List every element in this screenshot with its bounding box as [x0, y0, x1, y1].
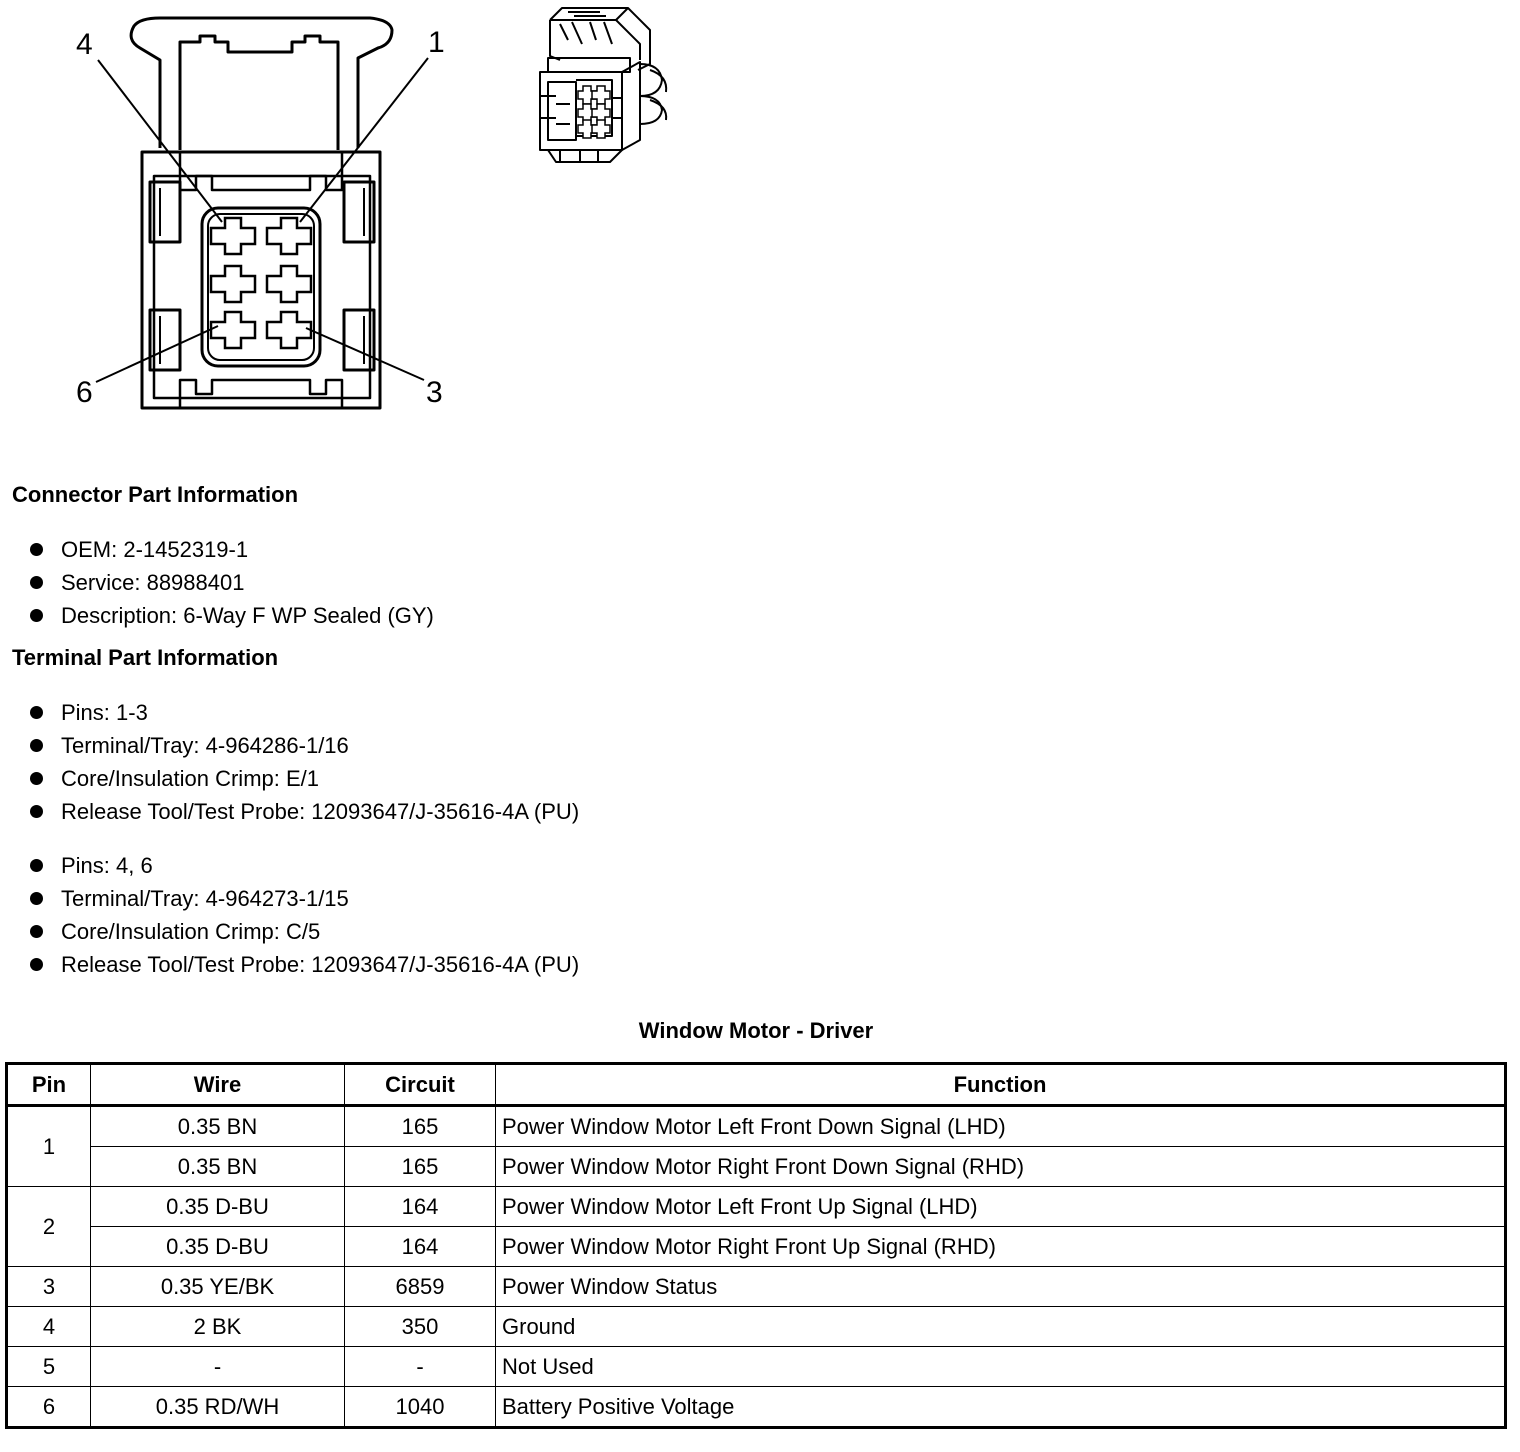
connector-diagram — [0, 0, 700, 440]
pin-cell: 1 — [7, 1106, 91, 1187]
list-item-text: Description: 6-Way F WP Sealed (GY) — [61, 603, 434, 628]
list-item-text: Release Tool/Test Probe: 12093647/J-35616-4A (PU) — [61, 952, 580, 977]
function-cell: Power Window Status — [496, 1267, 1506, 1307]
table-row — [7, 1307, 1506, 1347]
list-item-text: Terminal/Tray: 4-964273-1/15 — [61, 886, 349, 911]
list-item — [30, 599, 434, 632]
connector-part-info-list — [30, 533, 434, 632]
circuit-cell: 164 — [345, 1227, 496, 1267]
cavity-5 — [211, 266, 255, 302]
pin-cell: 4 — [7, 1307, 91, 1347]
bullet-icon — [30, 706, 43, 719]
function-cell: Not Used — [496, 1347, 1506, 1387]
list-item-text: Pins: 1-3 — [61, 700, 148, 725]
bullet-icon — [30, 805, 43, 818]
table-row — [7, 1187, 1506, 1227]
circuit-cell: 164 — [345, 1187, 496, 1227]
circuit-cell: 350 — [345, 1307, 496, 1347]
wire-cell: - — [91, 1347, 345, 1387]
function-cell: Ground — [496, 1307, 1506, 1347]
pin-label-4: 4 — [76, 28, 93, 61]
bullet-icon — [30, 609, 43, 622]
circuit-cell: 6859 — [345, 1267, 496, 1307]
function-cell: Power Window Motor Left Front Down Signal (LHD) — [496, 1106, 1506, 1147]
table-row — [7, 1227, 1506, 1267]
pin-cell: 5 — [7, 1347, 91, 1387]
pin-label-3: 3 — [426, 376, 443, 409]
function-cell: Power Window Motor Left Front Up Signal (LHD) — [496, 1187, 1506, 1227]
connector-latch — [131, 18, 392, 148]
bullet-icon — [30, 925, 43, 938]
wire-cell: 0.35 BN — [91, 1106, 345, 1147]
list-item — [30, 762, 579, 795]
function-cell: Battery Positive Voltage — [496, 1387, 1506, 1428]
list-item-text: OEM: 2-1452319-1 — [61, 537, 249, 562]
pinout-table — [5, 1062, 1507, 1429]
column-header-pin: Pin — [7, 1064, 91, 1106]
circuit-cell: 165 — [345, 1106, 496, 1147]
list-item-text: Pins: 4, 6 — [61, 853, 153, 878]
pin-label-6: 6 — [76, 376, 93, 409]
column-header-function: Function — [496, 1064, 1506, 1106]
list-item-text: Core/Insulation Crimp: C/5 — [61, 919, 321, 944]
bullet-icon — [30, 576, 43, 589]
circuit-cell: 165 — [345, 1147, 496, 1187]
table-row — [7, 1106, 1506, 1147]
function-cell: Power Window Motor Right Front Down Signal (RHD) — [496, 1147, 1506, 1187]
column-header-wire: Wire — [91, 1064, 345, 1106]
terminal-group-2-list — [30, 849, 579, 981]
connector-illustration — [540, 8, 666, 162]
pin-cell: 3 — [7, 1267, 91, 1307]
wire-cell: 0.35 RD/WH — [91, 1387, 345, 1428]
bullet-icon — [30, 543, 43, 556]
leader-line-6 — [96, 326, 218, 382]
function-cell: Power Window Motor Right Front Up Signal (RHD) — [496, 1227, 1506, 1267]
list-item — [30, 948, 579, 981]
list-item — [30, 882, 579, 915]
list-item — [30, 915, 579, 948]
wire-cell: 0.35 YE/BK — [91, 1267, 345, 1307]
circuit-cell: - — [345, 1347, 496, 1387]
list-item — [30, 795, 579, 828]
wire-cell: 0.35 D-BU — [91, 1227, 345, 1267]
list-item — [30, 849, 579, 882]
list-item — [30, 566, 434, 599]
terminal-part-info-heading: Terminal Part Information — [12, 645, 279, 670]
list-item-text: Core/Insulation Crimp: E/1 — [61, 766, 319, 791]
cavity-3 — [267, 312, 311, 348]
pin-label-1: 1 — [428, 26, 445, 59]
list-item — [30, 696, 579, 729]
circuit-cell: 1040 — [345, 1387, 496, 1428]
bullet-icon — [30, 892, 43, 905]
wire-cell: 2 BK — [91, 1307, 345, 1347]
list-item — [30, 533, 434, 566]
bullet-icon — [30, 772, 43, 785]
bullet-icon — [30, 739, 43, 752]
illustration-cavities — [578, 86, 610, 138]
table-row — [7, 1347, 1506, 1387]
wire-cell: 0.35 D-BU — [91, 1187, 345, 1227]
connector-part-info-heading: Connector Part Information — [12, 482, 299, 507]
pin-cell: 6 — [7, 1387, 91, 1428]
list-item-text: Terminal/Tray: 4-964286-1/16 — [61, 733, 349, 758]
cavity-6 — [211, 312, 255, 348]
bullet-icon — [30, 958, 43, 971]
list-item — [30, 729, 579, 762]
list-item-text: Release Tool/Test Probe: 12093647/J-35616-4A (PU) — [61, 799, 580, 824]
table-row — [7, 1147, 1506, 1187]
pin-cell: 2 — [7, 1187, 91, 1267]
table-row — [7, 1267, 1506, 1307]
list-item-text: Service: 88988401 — [61, 570, 245, 595]
cavity-1 — [267, 218, 311, 254]
cavity-4 — [211, 218, 255, 254]
table-header-row — [7, 1064, 1506, 1106]
bullet-icon — [30, 859, 43, 872]
cavity-2 — [267, 266, 311, 302]
table-row — [7, 1387, 1506, 1428]
column-header-circuit: Circuit — [345, 1064, 496, 1106]
wire-cell: 0.35 BN — [91, 1147, 345, 1187]
terminal-group-1-list — [30, 696, 579, 828]
table-title: Window Motor - Driver — [638, 1018, 874, 1043]
